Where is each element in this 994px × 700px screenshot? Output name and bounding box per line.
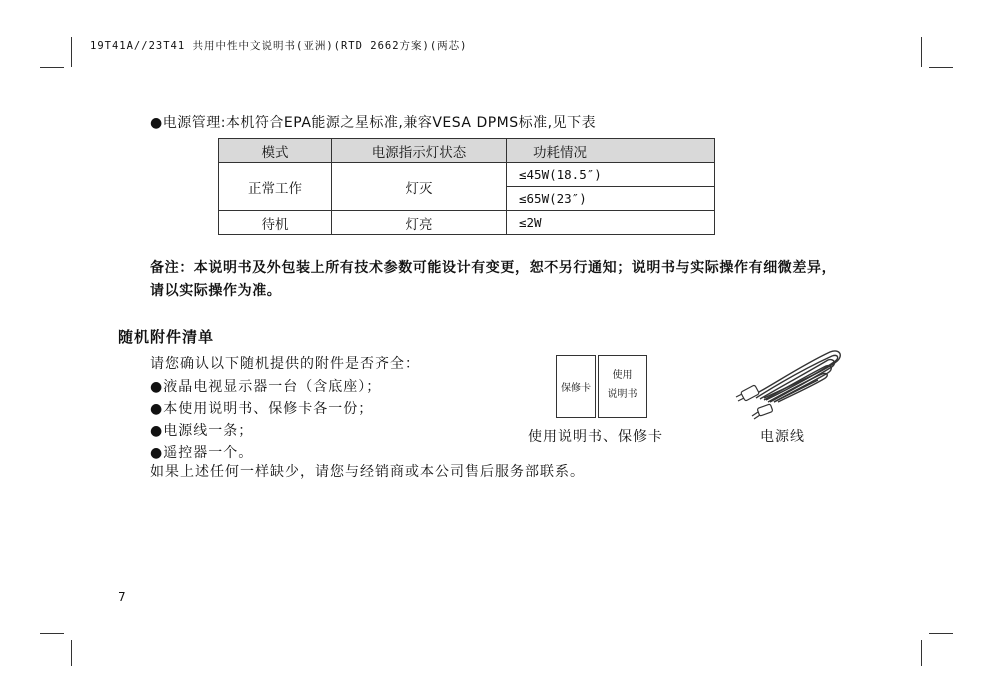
crop-mark-bottom-left-v	[71, 640, 72, 666]
manual-label-line2: 说明书	[607, 389, 638, 400]
manual-label-line1: 使用	[612, 370, 633, 381]
cell-power-23: ≤65W(23″)	[507, 187, 715, 211]
crop-mark-bottom-right-v	[921, 640, 922, 666]
cell-mode-standby: 待机	[219, 211, 332, 235]
header-power: 功耗情况	[507, 139, 715, 163]
section-title: 随机附件清单	[118, 328, 215, 346]
crop-mark-top-left-h	[40, 67, 64, 68]
note-line-1: 备注：本说明书及外包装上所有技术参数可能设计有变更，恕不另行通知；说明书与实际操作有细微差异，	[150, 260, 837, 276]
note-line-2: 请以实际操作为准。	[150, 283, 282, 299]
manual-illustration	[598, 355, 647, 418]
accessories-intro: 请您确认以下随机提供的附件是否齐全：	[150, 356, 420, 372]
list-item: ●电源线一条；	[150, 423, 254, 439]
cards-caption: 使用说明书、保修卡	[528, 429, 663, 445]
page-number: 7	[118, 590, 126, 604]
header-led: 电源指示灯状态	[332, 139, 507, 163]
crop-mark-bottom-right-h	[929, 633, 953, 634]
power-management-text: 电源管理:本机符合EPA能源之星标准,兼容VESA DPMS标准,见下表	[162, 115, 597, 131]
header-mode: 模式	[219, 139, 332, 163]
crop-mark-bottom-left-h	[40, 633, 64, 634]
list-item: ●遥控器一个。	[150, 445, 254, 461]
cell-power-185: ≤45W(18.5″)	[507, 163, 715, 187]
cell-led-normal: 灯灭	[332, 163, 507, 211]
table-row	[219, 163, 715, 187]
cell-power-standby: ≤2W	[507, 211, 715, 235]
cell-led-standby: 灯亮	[332, 211, 507, 235]
power-management-line	[150, 112, 596, 132]
crop-mark-top-right-v	[921, 37, 922, 67]
table-row	[219, 211, 715, 235]
accessories-footer: 如果上述任何一样缺少，请您与经销商或本公司售后服务部联系。	[150, 464, 585, 480]
table-header-row	[219, 139, 715, 163]
cell-mode-normal: 正常工作	[219, 163, 332, 211]
bullet: ●	[150, 115, 163, 131]
list-item: ●本使用说明书、保修卡各一份；	[150, 401, 374, 417]
warranty-card-label: 保修卡	[561, 383, 591, 394]
list-item: ●液晶电视显示器一台（含底座）；	[150, 379, 382, 395]
document-header: 19T41A//23T41 共用中性中文说明书(亚洲)(RTD 2662方案)(两芯)	[90, 40, 468, 52]
cord-caption: 电源线	[760, 429, 805, 445]
power-cord-icon	[734, 344, 846, 424]
warranty-card-illustration	[556, 355, 596, 418]
crop-mark-top-right-h	[929, 67, 953, 68]
power-table	[218, 138, 715, 235]
crop-mark-top-left-v	[71, 37, 72, 67]
